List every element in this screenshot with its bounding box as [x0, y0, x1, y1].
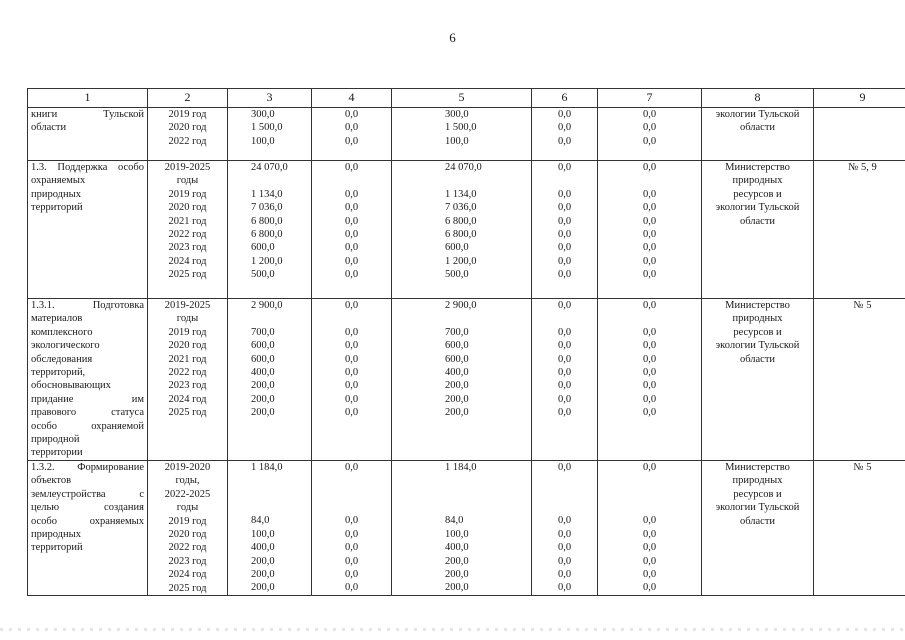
cell-line: 2 900,0 [251, 300, 283, 311]
cell-line: 1 500,0 [251, 122, 283, 134]
cell-line: 0,0 [642, 326, 657, 338]
cell-line: 7 036,0 [445, 202, 477, 214]
cell-line: 0,0 [344, 407, 359, 419]
cell-line: 2021 год [168, 353, 207, 365]
cell-line: 2025 год [168, 269, 207, 281]
cell-line: 200,0 [445, 555, 469, 567]
activity-name-cell [28, 460, 148, 595]
cell-line: природной [31, 434, 80, 446]
cell-line: 6 800,0 [251, 229, 283, 241]
regional-budget-cell [392, 108, 532, 161]
cell-line [601, 488, 698, 501]
regional-budget-cell [392, 299, 532, 461]
cell-line: 200,0 [445, 569, 469, 581]
cell-line [315, 474, 388, 487]
cell-line: годы [176, 175, 199, 187]
federal-budget-cell [312, 108, 392, 161]
cell-line: 0,0 [642, 542, 657, 554]
cell-line: 200,0 [445, 393, 469, 405]
extrabudget-cell [598, 161, 702, 299]
cell-line: № 5, 9 [848, 162, 877, 173]
cell-line: 400,0 [251, 542, 275, 554]
activity-name-cell [28, 299, 148, 461]
period-cell [148, 161, 228, 299]
cell-line: объектов [31, 475, 72, 487]
cell-line: 0,0 [344, 326, 359, 338]
cell-line: 2024 год [168, 569, 207, 581]
cell-line: 0,0 [557, 528, 572, 540]
cell-line [395, 501, 528, 514]
cell-line: 84,0 [445, 515, 464, 527]
cell-line: 700,0 [445, 326, 469, 338]
cell-line: 200,0 [251, 569, 275, 581]
cell-line: 2020 год [168, 122, 207, 134]
cell-line: 200,0 [445, 407, 469, 419]
cell-line: 200,0 [251, 555, 275, 567]
program-table [27, 88, 905, 596]
cell-line: 0,0 [642, 300, 657, 311]
header-row [28, 89, 905, 108]
cell-line: 0,0 [344, 569, 359, 581]
cell-line: 0,0 [344, 269, 359, 281]
cell-line: 1 134,0 [445, 188, 477, 200]
cell-line: 0,0 [642, 367, 657, 379]
cell-line [601, 501, 698, 514]
cell-line: 2020 год [168, 528, 207, 540]
cell-line: 2020 год [168, 202, 207, 214]
cell-line: 0,0 [642, 407, 657, 419]
municipal-budget-cell [532, 108, 598, 161]
cell-line: 600,0 [251, 353, 275, 365]
activity-name-cell [28, 161, 148, 299]
cell-line: области [739, 353, 776, 365]
cell-line: 0,0 [642, 135, 657, 147]
cell-line: 2025 год [168, 407, 207, 419]
cell-line: 500,0 [445, 269, 469, 281]
cell-line: 1 500,0 [445, 122, 477, 134]
cell-line: 0,0 [344, 229, 359, 241]
cell-line: 0,0 [344, 135, 359, 147]
cell-line: 0,0 [557, 380, 572, 392]
cell-line: 0,0 [344, 255, 359, 267]
col-header-4: 4 [312, 89, 392, 108]
cell-line: 0,0 [344, 367, 359, 379]
cell-line: Министерство [725, 162, 790, 173]
regional-budget-cell [392, 161, 532, 299]
col-header-9: 9 [814, 89, 905, 108]
cell-line: 100,0 [251, 528, 275, 540]
cell-line: 0,0 [642, 255, 657, 267]
cell-line: охраняемых [31, 175, 86, 187]
cell-line: № 5 [853, 300, 872, 311]
cell-line: 2 900,0 [445, 300, 477, 311]
cell-line: правового статуса [31, 407, 144, 419]
cell-line: 1.3. Поддержка особо [31, 162, 144, 173]
cell-line: 0,0 [344, 380, 359, 392]
cell-line: природных [732, 175, 783, 187]
cell-line: особо охраняемой [31, 420, 144, 432]
cell-line: годы [176, 313, 199, 325]
cell-line: 0,0 [642, 215, 657, 227]
cell-line: 2019 год [168, 109, 207, 120]
cell-line: ресурсов и [733, 188, 782, 200]
cell-line: 0,0 [557, 215, 572, 227]
cell-line: 0,0 [642, 242, 657, 254]
cell-line: 2025 год [168, 582, 207, 594]
cell-line: 400,0 [251, 367, 275, 379]
cell-line: 2019 год [168, 188, 207, 200]
cell-line: 100,0 [251, 135, 275, 147]
cell-line: особо охраняемых [31, 515, 144, 527]
cell-line: 0,0 [344, 162, 359, 173]
cell-line: 2019-2020 [164, 461, 211, 473]
cell-line: экологии Тульской [715, 109, 800, 120]
cell-line: 0,0 [557, 255, 572, 267]
cell-line: области [739, 215, 776, 227]
cell-line: 0,0 [557, 542, 572, 554]
cell-line: 0,0 [557, 353, 572, 365]
cell-line: ресурсов и [733, 326, 782, 338]
cell-line: 0,0 [557, 109, 572, 120]
extrabudget-cell [598, 460, 702, 595]
cell-line: обосновывающих [31, 380, 111, 392]
cell-line: 0,0 [557, 555, 572, 567]
cell-line: 1.3.1. Подготовка [31, 300, 144, 311]
cell-line: материалов [31, 313, 83, 325]
cell-line: 0,0 [344, 122, 359, 134]
cell-line: 0,0 [557, 300, 572, 311]
cell-line: 0,0 [557, 122, 572, 134]
cell-line: 0,0 [557, 242, 572, 254]
cell-line: книги Тульской [31, 109, 144, 120]
period-cell [148, 299, 228, 461]
cell-line: 1 200,0 [251, 255, 283, 267]
cell-line: 1 200,0 [445, 255, 477, 267]
cell-line: 0,0 [557, 515, 572, 527]
cell-line: 200,0 [251, 380, 275, 392]
cell-line: 0,0 [557, 188, 572, 200]
cell-line: комплексного [31, 326, 93, 338]
extrabudget-cell [598, 299, 702, 461]
cell-line: 200,0 [251, 582, 275, 594]
cell-line: 0,0 [557, 202, 572, 214]
cell-line: 100,0 [445, 528, 469, 540]
cell-line: 0,0 [642, 109, 657, 120]
period-cell [148, 108, 228, 161]
cell-line: 2019-2025 [164, 300, 211, 311]
cell-line: 2022-2025 [164, 488, 211, 500]
cell-line: 0,0 [557, 367, 572, 379]
cell-line: годы [176, 502, 199, 514]
cell-line: территорий, [31, 367, 86, 379]
cell-line: 0,0 [557, 407, 572, 419]
cell-line: 200,0 [251, 393, 275, 405]
cell-line: 300,0 [251, 109, 275, 120]
cell-line: 200,0 [251, 407, 275, 419]
executor-cell [702, 299, 814, 461]
cell-line [231, 488, 308, 501]
cell-line: 0,0 [642, 515, 657, 527]
col-header-8: 8 [702, 89, 814, 108]
cell-line: 0,0 [642, 122, 657, 134]
cell-line: 2019-2025 [164, 162, 211, 173]
cell-line: 0,0 [642, 461, 657, 473]
col-header-1: 1 [28, 89, 148, 108]
cell-line: ресурсов и [733, 488, 782, 500]
cell-line: 1 184,0 [445, 461, 477, 473]
col-header-3: 3 [228, 89, 312, 108]
municipal-budget-cell [532, 299, 598, 461]
cell-line: придание им [31, 393, 144, 405]
federal-budget-cell [312, 460, 392, 595]
cell-line: 2022 год [168, 542, 207, 554]
cell-line: 0,0 [344, 202, 359, 214]
table-row [28, 299, 905, 461]
cell-line: 24 070,0 [445, 162, 482, 173]
cell-line: 500,0 [251, 269, 275, 281]
cell-line [535, 488, 594, 501]
cell-line: экологии Тульской [715, 502, 800, 514]
cell-line: 0,0 [642, 353, 657, 365]
period-cell [148, 460, 228, 595]
cell-line: 1 184,0 [251, 461, 283, 473]
total-cell [228, 460, 312, 595]
cell-line: 0,0 [642, 555, 657, 567]
cell-line: 0,0 [642, 569, 657, 581]
cell-line: 100,0 [445, 135, 469, 147]
cell-line: 600,0 [251, 242, 275, 254]
municipal-budget-cell [532, 460, 598, 595]
total-cell [228, 299, 312, 461]
cell-line: природных [732, 475, 783, 487]
federal-budget-cell [312, 299, 392, 461]
cell-line: 2022 год [168, 367, 207, 379]
cell-line [601, 174, 698, 187]
cell-line [535, 312, 594, 325]
cell-line: 2023 год [168, 380, 207, 392]
cell-line: 600,0 [251, 340, 275, 352]
executor-cell [702, 108, 814, 161]
cell-line [315, 501, 388, 514]
cell-line: территорий [31, 202, 83, 214]
cell-line: 0,0 [344, 515, 359, 527]
cell-line [395, 488, 528, 501]
cell-line: области [31, 122, 67, 134]
total-cell [228, 161, 312, 299]
cell-line [535, 174, 594, 187]
cell-line: 0,0 [642, 162, 657, 173]
cell-line: территории [31, 447, 83, 459]
indicator-ref-cell [814, 460, 905, 595]
cell-line: 0,0 [344, 300, 359, 311]
cell-line: территорий [31, 542, 83, 554]
total-cell [228, 108, 312, 161]
cell-line: 2022 год [168, 135, 207, 147]
cell-line [395, 474, 528, 487]
executor-cell [702, 460, 814, 595]
cell-line: 6 800,0 [445, 215, 477, 227]
cell-line: 0,0 [557, 326, 572, 338]
cell-line [315, 488, 388, 501]
cell-line: 6 800,0 [251, 215, 283, 227]
cell-line: экологии Тульской [715, 340, 800, 352]
indicator-ref-cell [814, 299, 905, 461]
cell-line: экологии Тульской [715, 202, 800, 214]
cell-line [231, 174, 308, 187]
cell-line [395, 174, 528, 187]
cell-line: 0,0 [557, 229, 572, 241]
cell-line: 0,0 [344, 582, 359, 594]
cell-line: 0,0 [557, 135, 572, 147]
cell-line: 0,0 [642, 393, 657, 405]
cell-line: 300,0 [445, 109, 469, 120]
cell-line: 1.3.2. Формирование [31, 461, 144, 473]
cell-line [315, 312, 388, 325]
cell-line: 400,0 [445, 542, 469, 554]
cell-line: 0,0 [557, 393, 572, 405]
cell-line: обследования [31, 353, 93, 365]
cell-line: 0,0 [642, 582, 657, 594]
cell-line: 700,0 [251, 326, 275, 338]
cell-line: Министерство [725, 461, 790, 473]
municipal-budget-cell [532, 161, 598, 299]
federal-budget-cell [312, 161, 392, 299]
cell-line: 2020 год [168, 340, 207, 352]
cell-line: годы, [175, 475, 200, 487]
cell-line: 0,0 [642, 229, 657, 241]
cell-line: 0,0 [557, 269, 572, 281]
cell-line: 200,0 [445, 582, 469, 594]
cell-line: № 5 [853, 461, 872, 473]
cell-line: 0,0 [344, 542, 359, 554]
indicator-ref-cell [814, 161, 905, 299]
cell-line: природных [31, 528, 81, 540]
cell-line: 0,0 [344, 188, 359, 200]
cell-line: 0,0 [344, 353, 359, 365]
cell-line: 2019 год [168, 326, 207, 338]
cell-line: экологического [31, 340, 100, 352]
cell-line: 0,0 [642, 269, 657, 281]
cell-line [601, 312, 698, 325]
cell-line: 600,0 [445, 242, 469, 254]
cell-line: 0,0 [557, 340, 572, 352]
cell-line: 0,0 [344, 340, 359, 352]
cell-line: области [739, 515, 776, 527]
cell-line: 2024 год [168, 255, 207, 267]
indicator-ref-cell [814, 108, 905, 161]
table-row [28, 108, 905, 161]
cell-line: 7 036,0 [251, 202, 283, 214]
cell-line: 2021 год [168, 215, 207, 227]
cell-line: 0,0 [557, 461, 572, 473]
page-number: 6 [449, 30, 456, 45]
cell-line: 0,0 [344, 555, 359, 567]
cell-line [535, 501, 594, 514]
cell-line [231, 474, 308, 487]
cell-line [231, 312, 308, 325]
cell-line [601, 474, 698, 487]
cell-line: 0,0 [344, 528, 359, 540]
cell-line: 0,0 [642, 202, 657, 214]
cell-line: 0,0 [344, 461, 359, 473]
cell-line: 0,0 [557, 162, 572, 173]
col-header-6: 6 [532, 89, 598, 108]
cell-line: 600,0 [445, 340, 469, 352]
cell-line: 0,0 [344, 215, 359, 227]
table-row [28, 460, 905, 595]
cell-line: 0,0 [642, 188, 657, 200]
cell-line: 0,0 [344, 109, 359, 120]
cell-line: области [739, 122, 776, 134]
cell-line: 0,0 [642, 340, 657, 352]
regional-budget-cell [392, 460, 532, 595]
cell-line [231, 501, 308, 514]
cell-line: 600,0 [445, 353, 469, 365]
cell-line: 400,0 [445, 367, 469, 379]
cell-line: 2022 год [168, 229, 207, 241]
executor-cell [702, 161, 814, 299]
cell-line: природных [31, 188, 81, 200]
cell-line: 1 134,0 [251, 188, 283, 200]
cell-line: 2023 год [168, 242, 207, 254]
table-row [28, 161, 905, 299]
cell-line: 200,0 [445, 380, 469, 392]
cell-line [395, 312, 528, 325]
cell-line: 0,0 [557, 582, 572, 594]
col-header-7: 7 [598, 89, 702, 108]
cell-line: 0,0 [557, 569, 572, 581]
scan-edge-noise [0, 628, 905, 631]
cell-line: 24 070,0 [251, 162, 288, 173]
cell-line: природных [732, 313, 783, 325]
cell-line: целью создания [31, 502, 144, 514]
cell-line: землеустройства с [31, 488, 144, 500]
cell-line: Министерство [725, 300, 790, 311]
col-header-2: 2 [148, 89, 228, 108]
cell-line: 2019 год [168, 515, 207, 527]
cell-line: 84,0 [251, 515, 270, 527]
extrabudget-cell [598, 108, 702, 161]
cell-line [315, 174, 388, 187]
activity-name-cell [28, 108, 148, 161]
cell-line: 6 800,0 [445, 229, 477, 241]
cell-line [535, 474, 594, 487]
cell-line: 0,0 [344, 393, 359, 405]
cell-line: 0,0 [642, 528, 657, 540]
cell-line: 0,0 [642, 380, 657, 392]
cell-line: 2023 год [168, 555, 207, 567]
cell-line: 0,0 [344, 242, 359, 254]
cell-line: 2024 год [168, 393, 207, 405]
col-header-5: 5 [392, 89, 532, 108]
